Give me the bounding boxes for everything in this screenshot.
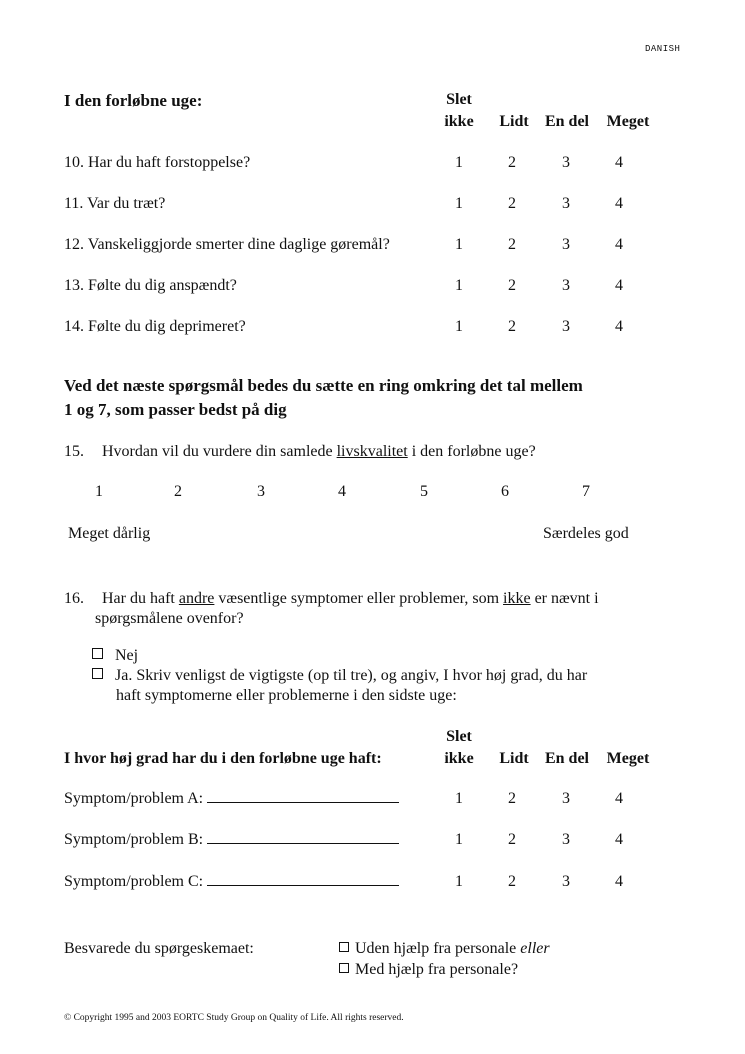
symptom-label: Symptom/problem A: [64, 790, 204, 807]
column-header-en-del: En del [544, 750, 589, 767]
scale-option-4[interactable]: 4 [615, 318, 623, 335]
final-question: Besvarede du spørgeskemaet: [64, 940, 254, 957]
option-with-help[interactable] [339, 961, 518, 979]
scale-option-3[interactable]: 3 [562, 277, 570, 294]
scale-option-4[interactable]: 4 [615, 236, 623, 253]
scale-option-1[interactable]: 1 [455, 277, 463, 294]
question-16 [64, 590, 599, 608]
scale-option-1[interactable]: 1 [455, 236, 463, 253]
column-header-lidt: Lidt [499, 113, 529, 130]
scale-option-1[interactable]: 1 [455, 195, 463, 212]
question-text: 10. Har du haft forstoppelse? [64, 154, 251, 171]
question-text: 11. Var du træt? [64, 195, 166, 212]
question-row [64, 195, 165, 213]
question-text: Hvordan vil du vurdere din samlede [102, 443, 337, 460]
option-label: Uden hjælp fra personale [355, 940, 521, 957]
symptom-label: Symptom/problem C: [64, 873, 204, 890]
question-text: 12. Vanskeliggjorde smerter dine daglige gøremål? [64, 236, 390, 253]
option-without-help[interactable] [339, 940, 550, 958]
symptom-entry-field[interactable] [207, 790, 399, 803]
symptom-entry-field[interactable] [207, 873, 399, 886]
option-label: Nej [115, 647, 139, 664]
question-text: Har du haft [102, 590, 179, 607]
checkbox[interactable] [92, 668, 103, 679]
column-header-meget: Meget [606, 113, 650, 130]
scale-option-1[interactable]: 1 [95, 483, 103, 500]
question-text-mid: væsentlige symptomer eller problemer, som [214, 590, 504, 607]
symptom-row [64, 831, 399, 849]
question-16-line2: spørgsmålene ovenfor? [95, 610, 244, 627]
section-heading: I den forløbne uge: [64, 91, 203, 110]
option-label: Ja. Skriv venligst de vigtigste (op til tre), og angiv, I hvor høj grad, du har [115, 667, 588, 684]
symptom-row [64, 790, 399, 808]
scale-option-2[interactable]: 2 [508, 195, 516, 212]
option-conjunction: eller [520, 940, 550, 957]
scale-option-3[interactable]: 3 [562, 831, 570, 848]
symptom-label: Symptom/problem B: [64, 831, 204, 848]
column-header-meget: Meget [606, 750, 650, 767]
column-header-ikke: ikke [444, 750, 474, 767]
scale-option-2[interactable]: 2 [508, 831, 516, 848]
scale-option-7[interactable]: 7 [582, 483, 590, 500]
question-text-end: er nævnt i [530, 590, 599, 607]
scale-option-2[interactable]: 2 [174, 483, 182, 500]
symptom-entry-field[interactable] [207, 831, 399, 844]
option-label: Med hjælp fra personale? [355, 961, 519, 978]
scale-option-4[interactable]: 4 [615, 873, 623, 890]
section-heading: I hvor høj grad har du i den forløbne uge haft: [64, 750, 382, 767]
scale-option-3[interactable]: 3 [257, 483, 265, 500]
question-emphasis-ikke: ikke [503, 590, 531, 607]
copyright-notice: © Copyright 1995 and 2003 EORTC Study Group on Quality of Life. All rights reserved. [64, 1013, 404, 1023]
symptom-row [64, 873, 399, 891]
instruction-heading-line2: 1 og 7, som passer bedst på dig [64, 400, 287, 419]
scale-option-5[interactable]: 5 [420, 483, 428, 500]
scale-option-1[interactable]: 1 [455, 831, 463, 848]
scale-option-4[interactable]: 4 [615, 195, 623, 212]
scale-option-2[interactable]: 2 [508, 318, 516, 335]
scale-option-2[interactable]: 2 [508, 790, 516, 807]
question-text: 13. Følte du dig anspændt? [64, 277, 237, 294]
scale-option-4[interactable]: 4 [338, 483, 346, 500]
checkbox[interactable] [92, 648, 103, 659]
instruction-heading-line1: Ved det næste spørgsmål bedes du sætte en ring omkring det tal mellem [64, 376, 583, 395]
scale-option-1[interactable]: 1 [455, 154, 463, 171]
column-header-ikke: ikke [444, 113, 474, 130]
column-header-en-del: En del [544, 113, 589, 130]
scale-option-2[interactable]: 2 [508, 873, 516, 890]
scale-option-3[interactable]: 3 [562, 236, 570, 253]
scale-option-2[interactable]: 2 [508, 154, 516, 171]
column-header-lidt: Lidt [499, 750, 529, 767]
option-yes[interactable] [92, 667, 587, 685]
question-row [64, 154, 250, 172]
question-number: 15. [64, 443, 84, 460]
column-header-slet: Slet [446, 728, 472, 745]
scale-option-2[interactable]: 2 [508, 236, 516, 253]
scale-low-label: Meget dårlig [68, 525, 151, 542]
language-tag: DANISH [645, 44, 681, 54]
scale-option-4[interactable]: 4 [615, 277, 623, 294]
checkbox[interactable] [339, 942, 349, 952]
scale-option-3[interactable]: 3 [562, 873, 570, 890]
question-15 [64, 443, 536, 461]
scale-option-1[interactable]: 1 [455, 790, 463, 807]
question-row [64, 236, 390, 254]
scale-option-2[interactable]: 2 [508, 277, 516, 294]
column-header-slet: Slet [446, 91, 472, 108]
scale-option-1[interactable]: 1 [455, 873, 463, 890]
question-row [64, 277, 237, 295]
question-text: 14. Følte du dig deprimeret? [64, 318, 246, 335]
option-yes-line2: haft symptomerne eller problemerne i den sidste uge: [116, 687, 457, 704]
scale-option-3[interactable]: 3 [562, 154, 570, 171]
option-no[interactable] [92, 647, 138, 665]
scale-option-1[interactable]: 1 [455, 318, 463, 335]
scale-option-4[interactable]: 4 [615, 154, 623, 171]
question-row [64, 318, 246, 336]
scale-high-label: Særdeles god [543, 525, 629, 542]
question-emphasis: livskvalitet [336, 443, 408, 460]
scale-option-3[interactable]: 3 [562, 195, 570, 212]
question-emphasis-andre: andre [178, 590, 215, 607]
scale-option-4[interactable]: 4 [615, 831, 623, 848]
scale-option-4[interactable]: 4 [615, 790, 623, 807]
scale-option-3[interactable]: 3 [562, 318, 570, 335]
question-number: 16. [64, 590, 84, 607]
scale-option-3[interactable]: 3 [562, 790, 570, 807]
checkbox[interactable] [339, 963, 349, 973]
question-text-end: i den forløbne uge? [407, 443, 536, 460]
scale-option-6[interactable]: 6 [501, 483, 509, 500]
